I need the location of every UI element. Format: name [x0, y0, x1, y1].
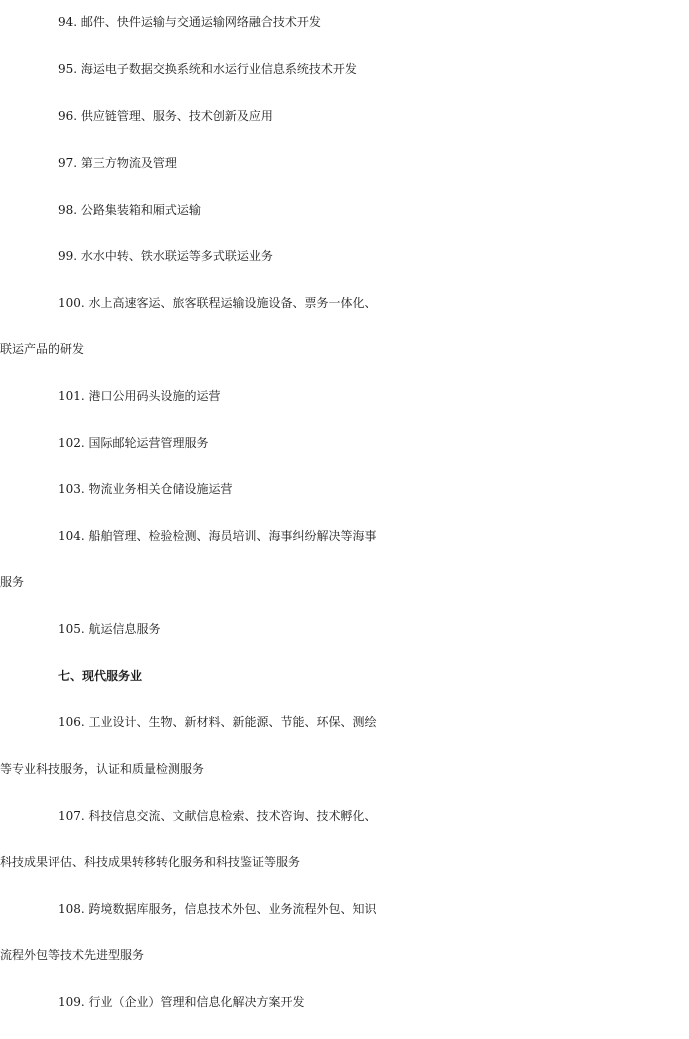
- list-item-109: 109. 行业（企业）管理和信息化解决方案开发: [58, 995, 305, 1009]
- list-item-107-line2: 科技成果评估、科技成果转移转化服务和科技鉴证等服务: [0, 855, 301, 869]
- list-item-104-line1: 104. 船舶管理、检验检测、海员培训、海事纠纷解决等海事: [58, 529, 377, 543]
- list-item-99: 99. 水水中转、铁水联运等多式联运业务: [58, 249, 273, 263]
- list-item-105: 105. 航运信息服务: [58, 622, 161, 636]
- list-item-103: 103. 物流业务相关仓储设施运营: [58, 482, 233, 496]
- list-item-97: 97. 第三方物流及管理: [58, 156, 177, 170]
- list-item-98: 98. 公路集装箱和厢式运输: [58, 203, 201, 217]
- list-item-104-line2: 服务: [0, 575, 25, 589]
- list-item-100-line1: 100. 水上高速客运、旅客联程运输设施设备、票务一体化、: [58, 296, 377, 310]
- list-item-107-line1: 107. 科技信息交流、文献信息检索、技术咨询、技术孵化、: [58, 809, 377, 823]
- list-item-106-line2: 等专业科技服务，认证和质量检测服务: [0, 762, 205, 776]
- section-heading-7: 七、现代服务业: [58, 669, 143, 683]
- list-item-100-line2: 联运产品的研发: [0, 342, 85, 356]
- list-item-96: 96. 供应链管理、服务、技术创新及应用: [58, 109, 273, 123]
- list-item-102: 102. 国际邮轮运营管理服务: [58, 436, 209, 450]
- list-item-106-line1: 106. 工业设计、生物、新材料、新能源、节能、环保、测绘: [58, 715, 377, 729]
- list-item-94: 94. 邮件、快件运输与交通运输网络融合技术开发: [58, 15, 321, 29]
- list-item-95: 95. 海运电子数据交换系统和水运行业信息系统技术开发: [58, 62, 357, 76]
- list-item-108-line1: 108. 跨境数据库服务，信息技术外包、业务流程外包、知识: [58, 902, 377, 916]
- list-item-101: 101. 港口公用码头设施的运营: [58, 389, 221, 403]
- list-item-108-line2: 流程外包等技术先进型服务: [0, 948, 145, 962]
